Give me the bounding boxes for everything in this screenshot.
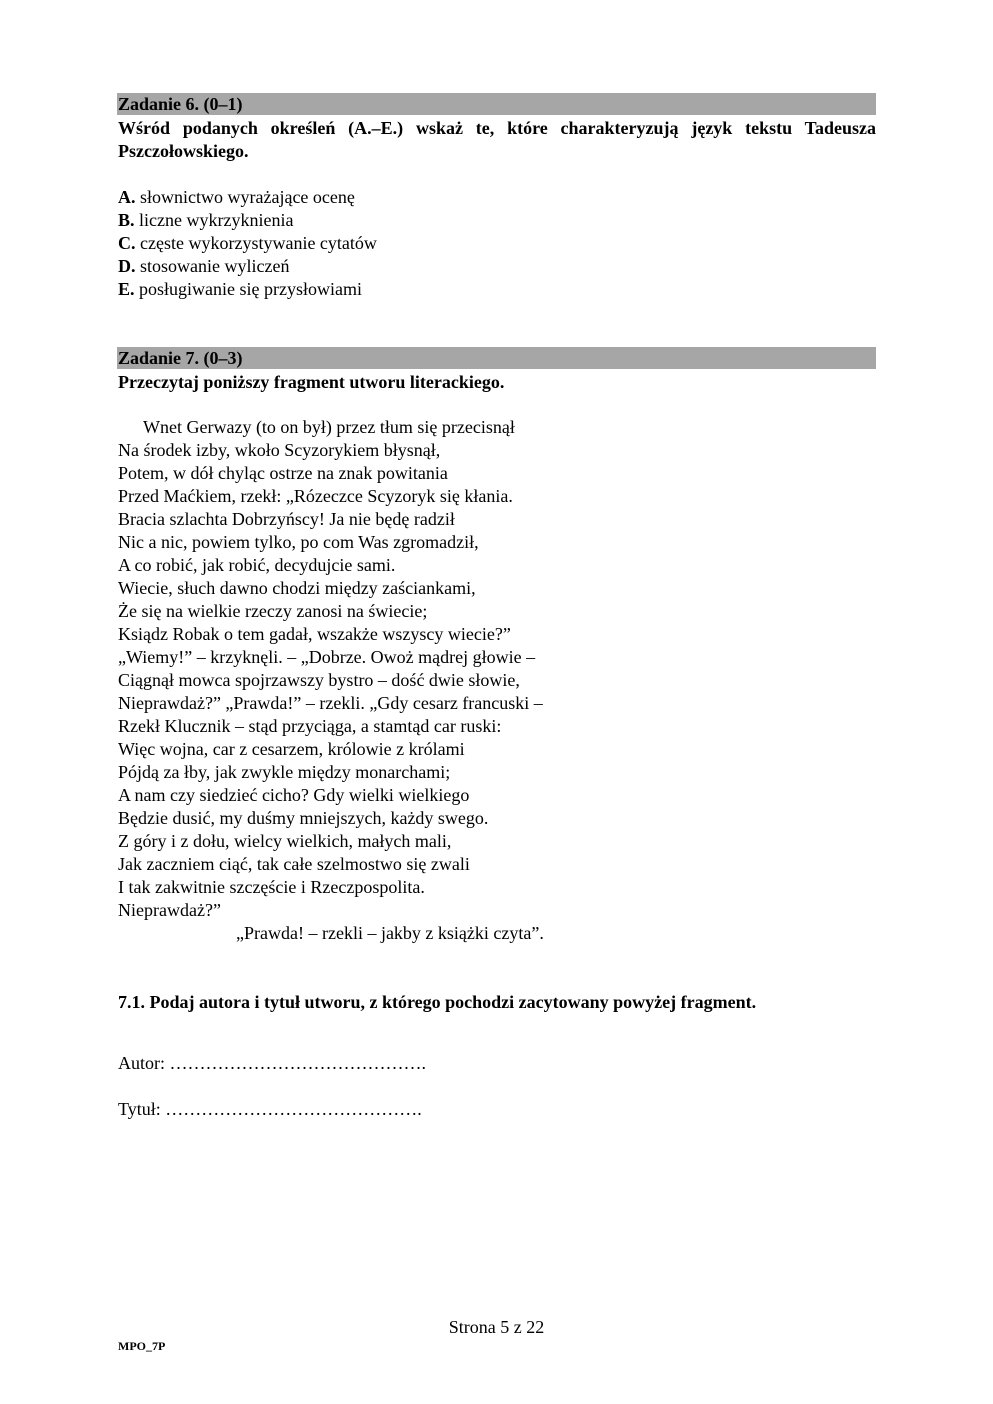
- title-answer-line: Tytuł: …………………………………….: [118, 1099, 422, 1119]
- task-7-instruction: Przeczytaj poniższy fragment utworu literackiego.: [118, 372, 505, 392]
- poem-line: „Wiemy!” – krzyknęli. – „Dobrze. Owoż mądrej głowie –: [118, 647, 536, 667]
- poem-line: Ciągnął mowca spojrzawszy bystro – dość dwie słowie,: [118, 670, 520, 690]
- poem-line: Nieprawdaż?”: [118, 900, 221, 920]
- poem-line: Więc wojna, car z cesarzem, królowie z królami: [118, 739, 465, 759]
- page-number: Strona 5 z 22: [448, 1317, 545, 1337]
- task-7-header: Zadanie 7. (0–3): [117, 347, 876, 369]
- option-c: [118, 232, 377, 255]
- poem-line: A nam czy siedzieć cicho? Gdy wielki wielkiego: [118, 785, 470, 805]
- poem-line: Rzekł Klucznik – stąd przyciąga, a stamtąd car ruski:: [118, 716, 502, 736]
- poem-line: Na środek izby, wkoło Scyzorykiem błysnął,: [118, 440, 441, 460]
- exam-code: MPO_7P: [118, 1339, 166, 1353]
- option-text: posługiwanie się przysłowiami: [134, 279, 362, 299]
- option-letter: A.: [118, 187, 136, 207]
- poem-line: Przed Maćkiem, rzekł: „Rózeczce Scyzoryk się kłania.: [118, 486, 513, 506]
- option-letter: E.: [118, 279, 135, 299]
- option-letter: D.: [118, 256, 136, 276]
- option-letter: C.: [118, 233, 136, 253]
- option-text: liczne wykrzyknienia: [134, 210, 294, 230]
- poem-line: Wnet Gerwazy (to on był) przez tłum się przecisnął: [143, 417, 515, 437]
- author-answer-line: Autor: …………………………………….: [118, 1053, 426, 1073]
- task-6-options: [118, 186, 377, 301]
- poem-line: Jak zaczniem ciąć, tak całe szelmostwo się zwali: [118, 854, 470, 874]
- poem-line: „Prawda! – rzekli – jakby z książki czyta”.: [236, 923, 544, 943]
- poem-line: Wiecie, słuch dawno chodzi między zaściankami,: [118, 578, 476, 598]
- poem-line: Ksiądz Robak o tem gadał, wszakże wszyscy wiecie?”: [118, 624, 511, 644]
- option-b: [118, 209, 377, 232]
- poem-line: Że się na wielkie rzeczy zanosi na świecie;: [118, 601, 428, 621]
- task-6-instruction: Wśród podanych określeń (A.–E.) wskaż te, które charakteryzują język tekstu Tadeusza Pszczołowskiego.: [118, 118, 876, 161]
- option-text: słownictwo wyrażające ocenę: [135, 187, 355, 207]
- option-text: częste wykorzystywanie cytatów: [135, 233, 377, 253]
- option-e: [118, 278, 377, 301]
- poem-line: A co robić, jak robić, decydujcie sami.: [118, 555, 396, 575]
- option-a: [118, 186, 377, 209]
- poem-line: Pójdą za łby, jak zwykle między monarchami;: [118, 762, 451, 782]
- poem-line: I tak zakwitnie szczęście i Rzeczpospolita.: [118, 877, 425, 897]
- option-d: [118, 255, 377, 278]
- option-letter: B.: [118, 210, 135, 230]
- poem-line: Nieprawdaż?” „Prawda!” – rzekli. „Gdy cesarz francuski –: [118, 693, 543, 713]
- question-7-1: 7.1. Podaj autora i tytuł utworu, z którego pochodzi zacytowany powyżej fragment.: [118, 992, 757, 1012]
- poem-line: Potem, w dół chyląc ostrze na znak powitania: [118, 463, 448, 483]
- poem-line: Bracia szlachta Dobrzyńscy! Ja nie będę radził: [118, 509, 455, 529]
- poem-fragment: [118, 416, 544, 945]
- option-text: stosowanie wyliczeń: [135, 256, 290, 276]
- poem-line: Będzie dusić, my duśmy mniejszych, każdy swego.: [118, 808, 489, 828]
- poem-line: Z góry i z dołu, wielcy wielkich, małych mali,: [118, 831, 452, 851]
- task-6-header: Zadanie 6. (0–1): [117, 93, 876, 115]
- poem-line: Nic a nic, powiem tylko, po com Was zgromadził,: [118, 532, 479, 552]
